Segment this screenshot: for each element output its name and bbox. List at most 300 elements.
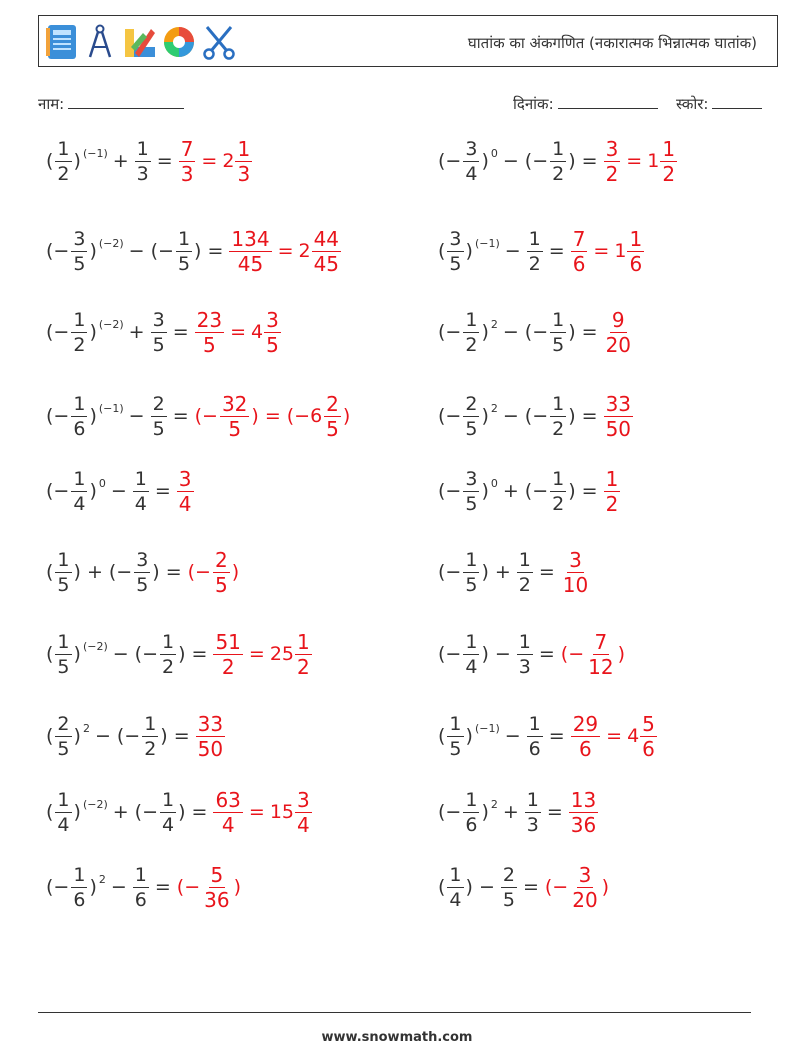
paren: ): [73, 801, 81, 823]
fraction: [179, 137, 196, 186]
denominator: 2: [552, 417, 565, 440]
mixed-number: [222, 137, 253, 186]
numerator: 1: [57, 630, 70, 653]
question: [437, 630, 560, 679]
fraction: [501, 863, 517, 912]
question: [437, 467, 603, 516]
fraction: [133, 467, 149, 516]
whole-part: 25: [269, 643, 295, 665]
paren: ): [568, 321, 576, 343]
question: [437, 392, 603, 441]
numerator: 63: [215, 787, 241, 812]
operator: −: [504, 725, 521, 747]
score-blank[interactable]: [712, 108, 762, 109]
fraction: [160, 630, 176, 679]
score-field: [676, 94, 762, 114]
denominator: 5: [502, 888, 515, 911]
numerator: 33: [197, 711, 224, 736]
denominator: 5: [228, 416, 242, 441]
paren: (−: [438, 561, 462, 583]
numerator: 2: [502, 863, 515, 886]
denominator: 5: [465, 417, 478, 440]
question: [437, 788, 568, 837]
denominator: 2: [552, 162, 565, 185]
paren: ): [601, 876, 610, 898]
paren: (−: [116, 725, 141, 747]
numerator: 1: [237, 136, 251, 161]
fraction: [324, 392, 341, 441]
paren: ): [73, 643, 81, 665]
denominator: 3: [518, 655, 531, 678]
operator: −: [502, 321, 519, 343]
paren: (: [438, 240, 446, 262]
denominator: 2: [297, 654, 310, 679]
operator: −: [502, 150, 519, 172]
whole-part: 2: [222, 150, 235, 172]
fraction: [463, 548, 479, 597]
denominator: 2: [518, 573, 531, 596]
fraction: [463, 392, 479, 441]
numerator: 1: [552, 467, 565, 490]
numerator: 1: [528, 227, 541, 250]
fraction: [604, 467, 621, 516]
problem-item: [437, 624, 626, 684]
denominator: 2: [465, 333, 478, 356]
paren: (−: [438, 480, 462, 502]
paren: (: [46, 643, 54, 665]
numerator: 7: [572, 226, 586, 251]
fraction: [571, 712, 600, 761]
name-field: [38, 94, 184, 114]
mixed-number: [614, 227, 645, 276]
numerator: 3: [297, 787, 310, 812]
paren: (−: [438, 643, 462, 665]
operator: =: [548, 725, 565, 747]
date-label: दिनांक:: [513, 95, 554, 113]
numerator: 7: [180, 136, 194, 161]
denominator: 5: [57, 655, 70, 678]
notebook-icon: [45, 23, 79, 61]
paren: (−: [438, 321, 462, 343]
denominator: 6: [73, 417, 86, 440]
paren: (: [46, 725, 54, 747]
fraction: [55, 788, 71, 837]
fraction: [235, 137, 252, 186]
mixed-number: [627, 712, 658, 761]
question: [45, 392, 194, 441]
paren: (: [46, 801, 54, 823]
operator: −: [128, 240, 145, 262]
question: [45, 863, 176, 912]
mixed-number: [270, 788, 313, 837]
fraction: [525, 788, 541, 837]
fraction: [71, 467, 87, 516]
paren: ): [73, 725, 81, 747]
operator: =: [154, 480, 171, 502]
numerator: 1: [605, 466, 619, 491]
footer-divider: [38, 1012, 751, 1013]
fraction: [176, 227, 192, 276]
paren: ): [481, 480, 489, 502]
fraction: [133, 863, 149, 912]
question: [437, 548, 560, 597]
paren: (−: [134, 643, 159, 665]
denominator: 2: [605, 491, 619, 516]
problem-item: [45, 624, 313, 684]
paren: (: [46, 150, 54, 172]
fraction: [55, 548, 71, 597]
answer: [195, 712, 226, 761]
denominator: 6: [572, 251, 586, 276]
denominator: 10: [562, 572, 589, 597]
numerator: 1: [73, 392, 86, 415]
paren: (: [438, 876, 446, 898]
mixed-number: [298, 227, 342, 276]
denominator: 3: [180, 161, 194, 186]
numerator: 1: [465, 548, 478, 571]
answer: [212, 630, 312, 679]
fraction: [312, 227, 341, 276]
paren: (−: [46, 240, 70, 262]
fraction: [295, 788, 312, 837]
numerator: 1: [144, 712, 157, 735]
operator: =: [248, 643, 265, 665]
operator: =: [191, 643, 208, 665]
operator: =: [581, 405, 598, 427]
fraction: [213, 548, 230, 597]
answer: [568, 788, 599, 837]
denominator: 2: [662, 161, 676, 186]
paren: ): [342, 405, 351, 427]
numerator: 51: [215, 629, 241, 654]
exponent: 2: [98, 872, 106, 886]
fraction: [151, 392, 167, 441]
operator: =: [172, 405, 189, 427]
paren: ): [568, 150, 576, 172]
paren: (−: [524, 321, 549, 343]
denominator: 5: [202, 332, 216, 357]
operator: −: [94, 725, 111, 747]
paren: (−: [46, 480, 70, 502]
numerator: 3: [152, 308, 165, 331]
operator: −: [128, 405, 145, 427]
numerator: 3: [178, 466, 192, 491]
denominator: 4: [73, 492, 86, 515]
operator: −: [478, 876, 495, 898]
fraction: [71, 392, 87, 441]
denominator: 5: [552, 333, 565, 356]
fraction: [550, 308, 566, 357]
whole-part: 4: [627, 725, 640, 747]
operator: +: [112, 150, 129, 172]
numerator: 1: [134, 467, 147, 490]
mixed-number: [251, 308, 282, 357]
problem-item: [437, 857, 610, 917]
paren: (−: [187, 561, 211, 583]
whole-part: 2: [298, 240, 311, 262]
fraction: [550, 392, 566, 441]
answer: [570, 712, 658, 761]
denominator: 36: [570, 812, 597, 837]
paren: (−: [194, 405, 218, 427]
operator: +: [494, 561, 511, 583]
header-icons: [45, 21, 237, 63]
exponent: 2: [490, 401, 498, 415]
denominator: 4: [162, 813, 175, 836]
operator: +: [128, 321, 145, 343]
problem-item: [437, 131, 678, 191]
denominator: 2: [552, 492, 565, 515]
problem-item: [45, 302, 282, 362]
exponent: (−2): [82, 639, 108, 653]
paren: (−: [46, 876, 70, 898]
numerator: 44: [313, 226, 340, 251]
denominator: 4: [178, 491, 192, 516]
fraction: [561, 548, 590, 597]
exponent: (−2): [98, 236, 124, 250]
name-label: नाम:: [38, 95, 65, 113]
paren: (−: [524, 480, 549, 502]
numerator: 1: [552, 308, 565, 331]
whole-part: 4: [250, 321, 264, 343]
fraction: [627, 227, 644, 276]
numerator: 3: [465, 467, 478, 490]
operator: =: [593, 240, 610, 262]
fraction: [550, 467, 566, 516]
fraction: [151, 308, 167, 357]
answer: [560, 548, 591, 597]
numerator: 1: [136, 137, 149, 160]
denominator: 4: [134, 492, 147, 515]
mixed-number: [647, 137, 678, 186]
fraction: [71, 308, 87, 357]
paren: ): [231, 561, 240, 583]
operator: +: [112, 801, 129, 823]
operator: =: [626, 150, 643, 172]
operator: +: [502, 801, 519, 823]
paren: ): [481, 150, 489, 172]
fraction: [55, 630, 71, 679]
operator: =: [538, 643, 555, 665]
numerator: 1: [526, 788, 539, 811]
answer: [603, 137, 678, 186]
question: [45, 467, 176, 516]
paren: ): [178, 801, 186, 823]
numerator: 3: [449, 227, 462, 250]
operator: =: [172, 321, 189, 343]
operator: −: [502, 405, 519, 427]
fraction: [213, 788, 242, 837]
paren: ): [233, 876, 242, 898]
mixed-number: [270, 630, 313, 679]
denominator: 5: [152, 333, 165, 356]
exponent: 0: [490, 476, 498, 490]
denominator: 4: [57, 813, 70, 836]
whole-part: 1: [647, 150, 660, 172]
numerator: 1: [552, 137, 565, 160]
exponent: (−2): [98, 317, 124, 331]
numerator: 1: [162, 630, 175, 653]
question: [437, 863, 544, 912]
denominator: 6: [629, 251, 643, 276]
denominator: 4: [297, 812, 310, 837]
denominator: 5: [214, 572, 228, 597]
denominator: 36: [204, 887, 230, 912]
whole-part: 1: [614, 240, 627, 262]
paren: ): [73, 561, 81, 583]
fraction: [660, 137, 677, 186]
operator: =: [522, 876, 539, 898]
numerator: 1: [518, 630, 531, 653]
fraction: [264, 308, 281, 357]
exponent: 2: [490, 797, 498, 811]
paren: ): [465, 240, 473, 262]
fraction: [160, 788, 176, 837]
numerator: 1: [629, 226, 643, 251]
operator: =: [277, 240, 294, 262]
answer: [176, 863, 242, 912]
numerator: 3: [266, 307, 279, 332]
denominator: 5: [326, 416, 339, 441]
operator: −: [110, 876, 127, 898]
numerator: 1: [518, 548, 531, 571]
numerator: 3: [569, 547, 582, 572]
numerator: 3: [465, 137, 478, 160]
denominator: 6: [465, 813, 478, 836]
answer: [176, 467, 195, 516]
answer: [603, 467, 622, 516]
fraction: [517, 630, 533, 679]
paren: ): [152, 561, 160, 583]
numerator: 33: [605, 391, 632, 416]
problem-item: [45, 542, 240, 602]
numerator: 29: [572, 711, 599, 736]
answer: [194, 308, 282, 357]
paren: ): [465, 876, 473, 898]
paren: (−: [176, 876, 201, 898]
name-blank[interactable]: [68, 108, 184, 109]
paren: ): [73, 150, 81, 172]
denominator: 2: [57, 162, 70, 185]
paren: ): [568, 405, 576, 427]
exponent: 2: [490, 317, 498, 331]
operator: −: [110, 480, 127, 502]
numerator: 1: [449, 712, 462, 735]
denominator: 3: [526, 813, 539, 836]
operator: =: [546, 801, 563, 823]
denominator: 5: [177, 252, 191, 275]
numerator: 3: [578, 862, 592, 887]
problem-item: [437, 542, 591, 602]
operator: =: [173, 725, 190, 747]
problem-item: [45, 221, 342, 281]
operator: =: [264, 405, 281, 427]
denominator: 6: [642, 736, 655, 761]
question: [45, 548, 187, 597]
answer: [194, 392, 352, 441]
answer: [228, 227, 342, 276]
numerator: 1: [449, 863, 462, 886]
fraction: [134, 548, 150, 597]
operator: =: [548, 240, 565, 262]
numerator: 134: [231, 226, 270, 251]
operator: =: [156, 150, 173, 172]
paren: (−: [134, 801, 159, 823]
denominator: 20: [572, 887, 598, 912]
problem-item: [437, 221, 645, 281]
question: [437, 712, 570, 761]
operator: =: [248, 801, 265, 823]
fraction: [196, 712, 225, 761]
denominator: 3: [136, 162, 149, 185]
denominator: 2: [73, 333, 86, 356]
denominator: 4: [465, 162, 478, 185]
numerator: 1: [73, 863, 86, 886]
denominator: 2: [144, 737, 157, 760]
denominator: 45: [237, 251, 264, 276]
problem-item: [45, 131, 253, 191]
score-label: स्कोर:: [676, 95, 709, 113]
numerator: 2: [326, 391, 339, 416]
denominator: 2: [221, 654, 235, 679]
denominator: 6: [73, 888, 86, 911]
problem-item: [437, 461, 621, 521]
fraction: [586, 630, 615, 679]
question: [45, 630, 212, 679]
numerator: 2: [214, 547, 228, 572]
numerator: 5: [210, 862, 224, 887]
fraction: [135, 137, 151, 186]
numerator: 5: [642, 711, 655, 736]
whole-part: 15: [269, 801, 295, 823]
fraction: [295, 630, 312, 679]
question: [45, 137, 178, 186]
page-title: घातांक का अंकगणित (नकारात्मक भिन्नात्मक घातांक): [467, 34, 757, 52]
denominator: 2: [528, 252, 541, 275]
operator: =: [207, 240, 224, 262]
paren: (−: [524, 405, 549, 427]
problem-item: [45, 782, 313, 842]
numerator: 23: [196, 307, 223, 332]
paren: ): [89, 321, 97, 343]
fraction: [604, 392, 633, 441]
fraction: [229, 227, 271, 276]
problem-item: [437, 302, 634, 362]
denominator: 12: [588, 654, 614, 679]
exponent: 0: [490, 146, 498, 160]
problem-item: [437, 782, 599, 842]
operator: =: [165, 561, 182, 583]
paren: ): [481, 321, 489, 343]
fraction: [213, 630, 242, 679]
answer: [603, 308, 634, 357]
exponent: (−1): [98, 401, 124, 415]
exponent: 2: [82, 721, 90, 735]
numerator: 3: [136, 548, 149, 571]
answer: [544, 863, 610, 912]
denominator: 3: [237, 161, 251, 186]
problem-item: [45, 857, 242, 917]
numerator: 1: [134, 863, 147, 886]
date-blank[interactable]: [558, 108, 658, 109]
scissors-icon: [201, 23, 237, 61]
problem-item: [437, 386, 634, 446]
denominator: 4: [465, 655, 478, 678]
question: [437, 227, 570, 276]
header-box: [38, 15, 778, 67]
paren: (−: [150, 240, 174, 262]
fraction: [220, 392, 249, 441]
